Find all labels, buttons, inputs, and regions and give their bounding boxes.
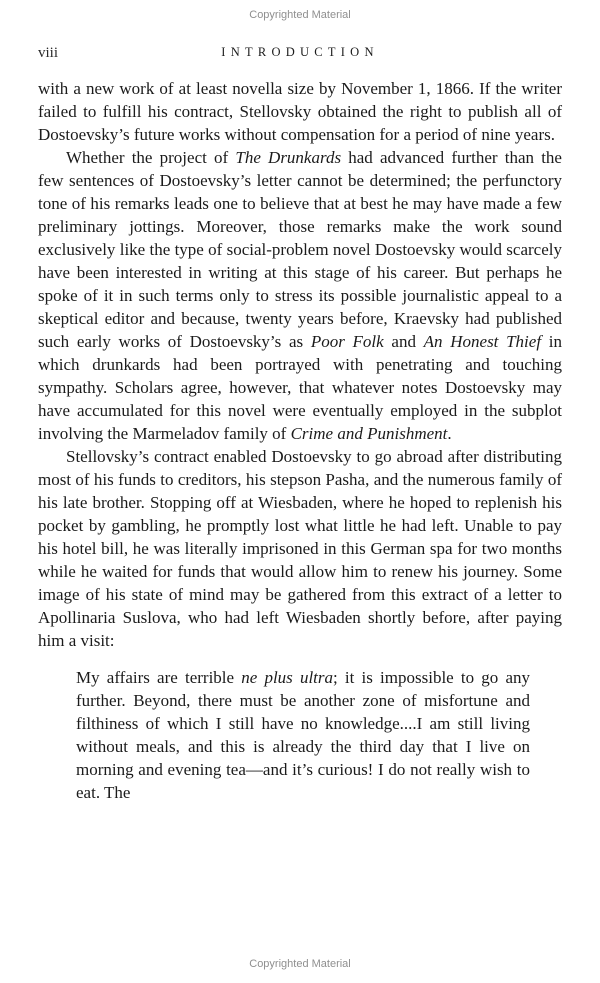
body-text: [38, 77, 562, 804]
block-quote: [76, 666, 530, 804]
text-run: had advanced further than the few sentences of Dostoevsky’s letter cannot be determined; the perfunctory tone of his remarks leads one to believe that at best he may have made a few preliminary jottings. Moreover, those remarks make the work sound exclusively like the type of social-problem novel Dostoevsky would scarcely have been interested in writing at this stage of his career. But perhaps he spoke of it in such terms only to stress its possible journalistic appeal to a skeptical editor and because, twenty years before, Kraevsky had published such early works of Dostoevsky’s as: [38, 148, 562, 351]
paragraph: [38, 146, 562, 445]
text-run: Whether the project of: [66, 148, 236, 167]
paragraph: [38, 445, 562, 652]
text-run: Stellovsky’s contract enabled Dostoevsky to go abroad after distributing most of his funds to creditors, his stepson Pasha, and the numerous family of his late brother. Stopping off at Wiesbaden, where he hoped to replenish his pocket by gambling, he promptly lost what little he had left. Unable to pay his hotel bill, he was literally imprisoned in this German spa for two months while he waited for funds that would allow him to renew his journey. Some image of his state of mind may be gathered from this extract of a letter to Apollinaria Suslova, who had left Wiesbaden shortly before, after paying him a visit:: [38, 447, 562, 650]
copyright-notice-bottom: Copyrighted Material: [249, 958, 351, 970]
text-run: .: [447, 424, 452, 443]
italic-text-run: An Honest Thief: [423, 332, 542, 351]
text-run: with a new work of at least novella size by November 1, 1866. If the writer failed to fulfill his contract, Stellovsky obtained the right to publish all of Dostoevsky’s future works without compensation for a period of nine years.: [38, 79, 562, 144]
paragraph: [38, 77, 562, 146]
text-run: and: [383, 332, 424, 351]
italic-text-run: ne plus ultra: [241, 668, 334, 687]
text-run: My affairs are terrible: [76, 668, 242, 687]
copyright-notice-top: Copyrighted Material: [249, 9, 351, 21]
page-number: viii: [38, 45, 59, 61]
running-title: INTRODUCTION: [221, 45, 379, 59]
italic-text-run: Crime and Punishment: [290, 424, 448, 443]
italic-text-run: Poor Folk: [310, 332, 384, 351]
page-header: [38, 44, 562, 62]
page-content: [0, 44, 600, 804]
italic-text-run: The Drunkards: [235, 148, 342, 167]
text-run: in which drunkards had been portrayed with penetrating and touching sympathy. Scholars agree, however, that whatever notes Dostoevsky may have accumulated for this novel were eventually employed in the subplot involving the Marmeladov family of: [38, 332, 562, 443]
text-run: ; it is impossible to go any further. Beyond, there must be another zone of misfortune and filthiness of which I still have no knowledge....I am still living without meals, and this is already the third day that I live on morning and evening tea—and it’s curious! I do not really wish to eat. The: [76, 668, 530, 802]
